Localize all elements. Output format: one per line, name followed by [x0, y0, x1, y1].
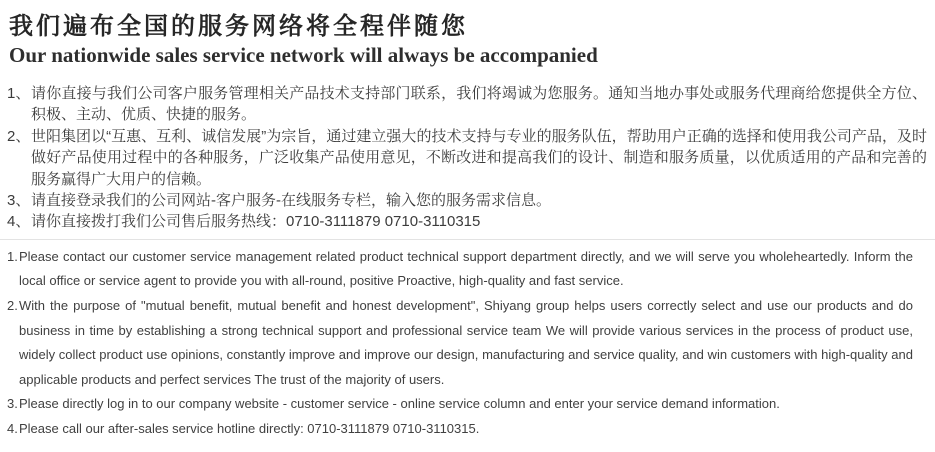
- list-item: [0, 417, 935, 442]
- item-text: Please directly log in to our company website - customer service - online service column and enter your service demand information.: [19, 396, 780, 412]
- page-title-zh: 我们遍布全国的服务网络将全程伴随您: [9, 13, 468, 40]
- list-item: [0, 392, 935, 417]
- list-item: [0, 211, 935, 232]
- item-number: 4、: [7, 213, 31, 231]
- page-header: [0, 0, 935, 68]
- item-number: 2.: [7, 298, 18, 314]
- item-number: 3、: [7, 192, 31, 210]
- list-item: [0, 294, 935, 392]
- item-number: 1、: [7, 85, 31, 102]
- english-service-list: [0, 245, 935, 442]
- item-text: Please contact our customer service management related product technical support department directly, and we will serve you wholeheartedly. Inform the local office or service agent to provide you with all-round, positive Proactive, high-quality and fast service.: [19, 248, 913, 289]
- item-text: 请你直接与我们公司客户服务管理相关产品技术支持部门联系，我们将竭诚为您服务。通知当地办事处或服务代理商给您提供全方位、积极、主动、优质、快捷的服务。: [31, 85, 927, 124]
- item-number: 2、: [7, 127, 31, 145]
- section-divider: [0, 239, 935, 240]
- item-text: 请你直接拨打我们公司售后服务热线：0710-3111879 0710-3110315: [31, 213, 481, 231]
- list-item: [0, 83, 935, 126]
- list-item: [0, 245, 935, 294]
- item-number: 4.: [7, 421, 18, 436]
- item-text: 请直接登录我们的公司网站-客户服务-在线服务专栏，输入您的服务需求信息。: [31, 192, 551, 210]
- chinese-service-list: [0, 83, 935, 233]
- item-text: Please call our after-sales service hotline directly: 0710-3111879 0710-3110315.: [19, 421, 480, 436]
- item-text: 世阳集团以“互惠、互利、诚信发展”为宗旨，通过建立强大的技术支持与专业的服务队伍，帮助用户正确的选择和使用我公司产品，及时做好产品使用过程中的各种服务，广泛收集产品使用意见，不断改进和提高我们的设计、制造和服务质量，以优质适用的产品和完善的服务赢得广大用户的信赖。: [31, 127, 927, 188]
- page-title-en: Our nationwide sales service network will always be accompanied: [9, 43, 598, 67]
- item-number: 1.: [7, 248, 18, 264]
- item-number: 3.: [7, 396, 18, 412]
- list-item: [0, 190, 935, 211]
- item-text: With the purpose of "mutual benefit, mutual benefit and honest development", Shiyang group helps users correctly select and use our products and do business in time by establishing a strong technical support and professional service team We will provide various services in the process of product use, widely collect product use opinions, constantly improve and improve our design, manufacturing and service quality, and win customers with high-quality and applicable products and perfect services The trust of the majority of users.: [19, 298, 913, 387]
- list-item: [0, 126, 935, 190]
